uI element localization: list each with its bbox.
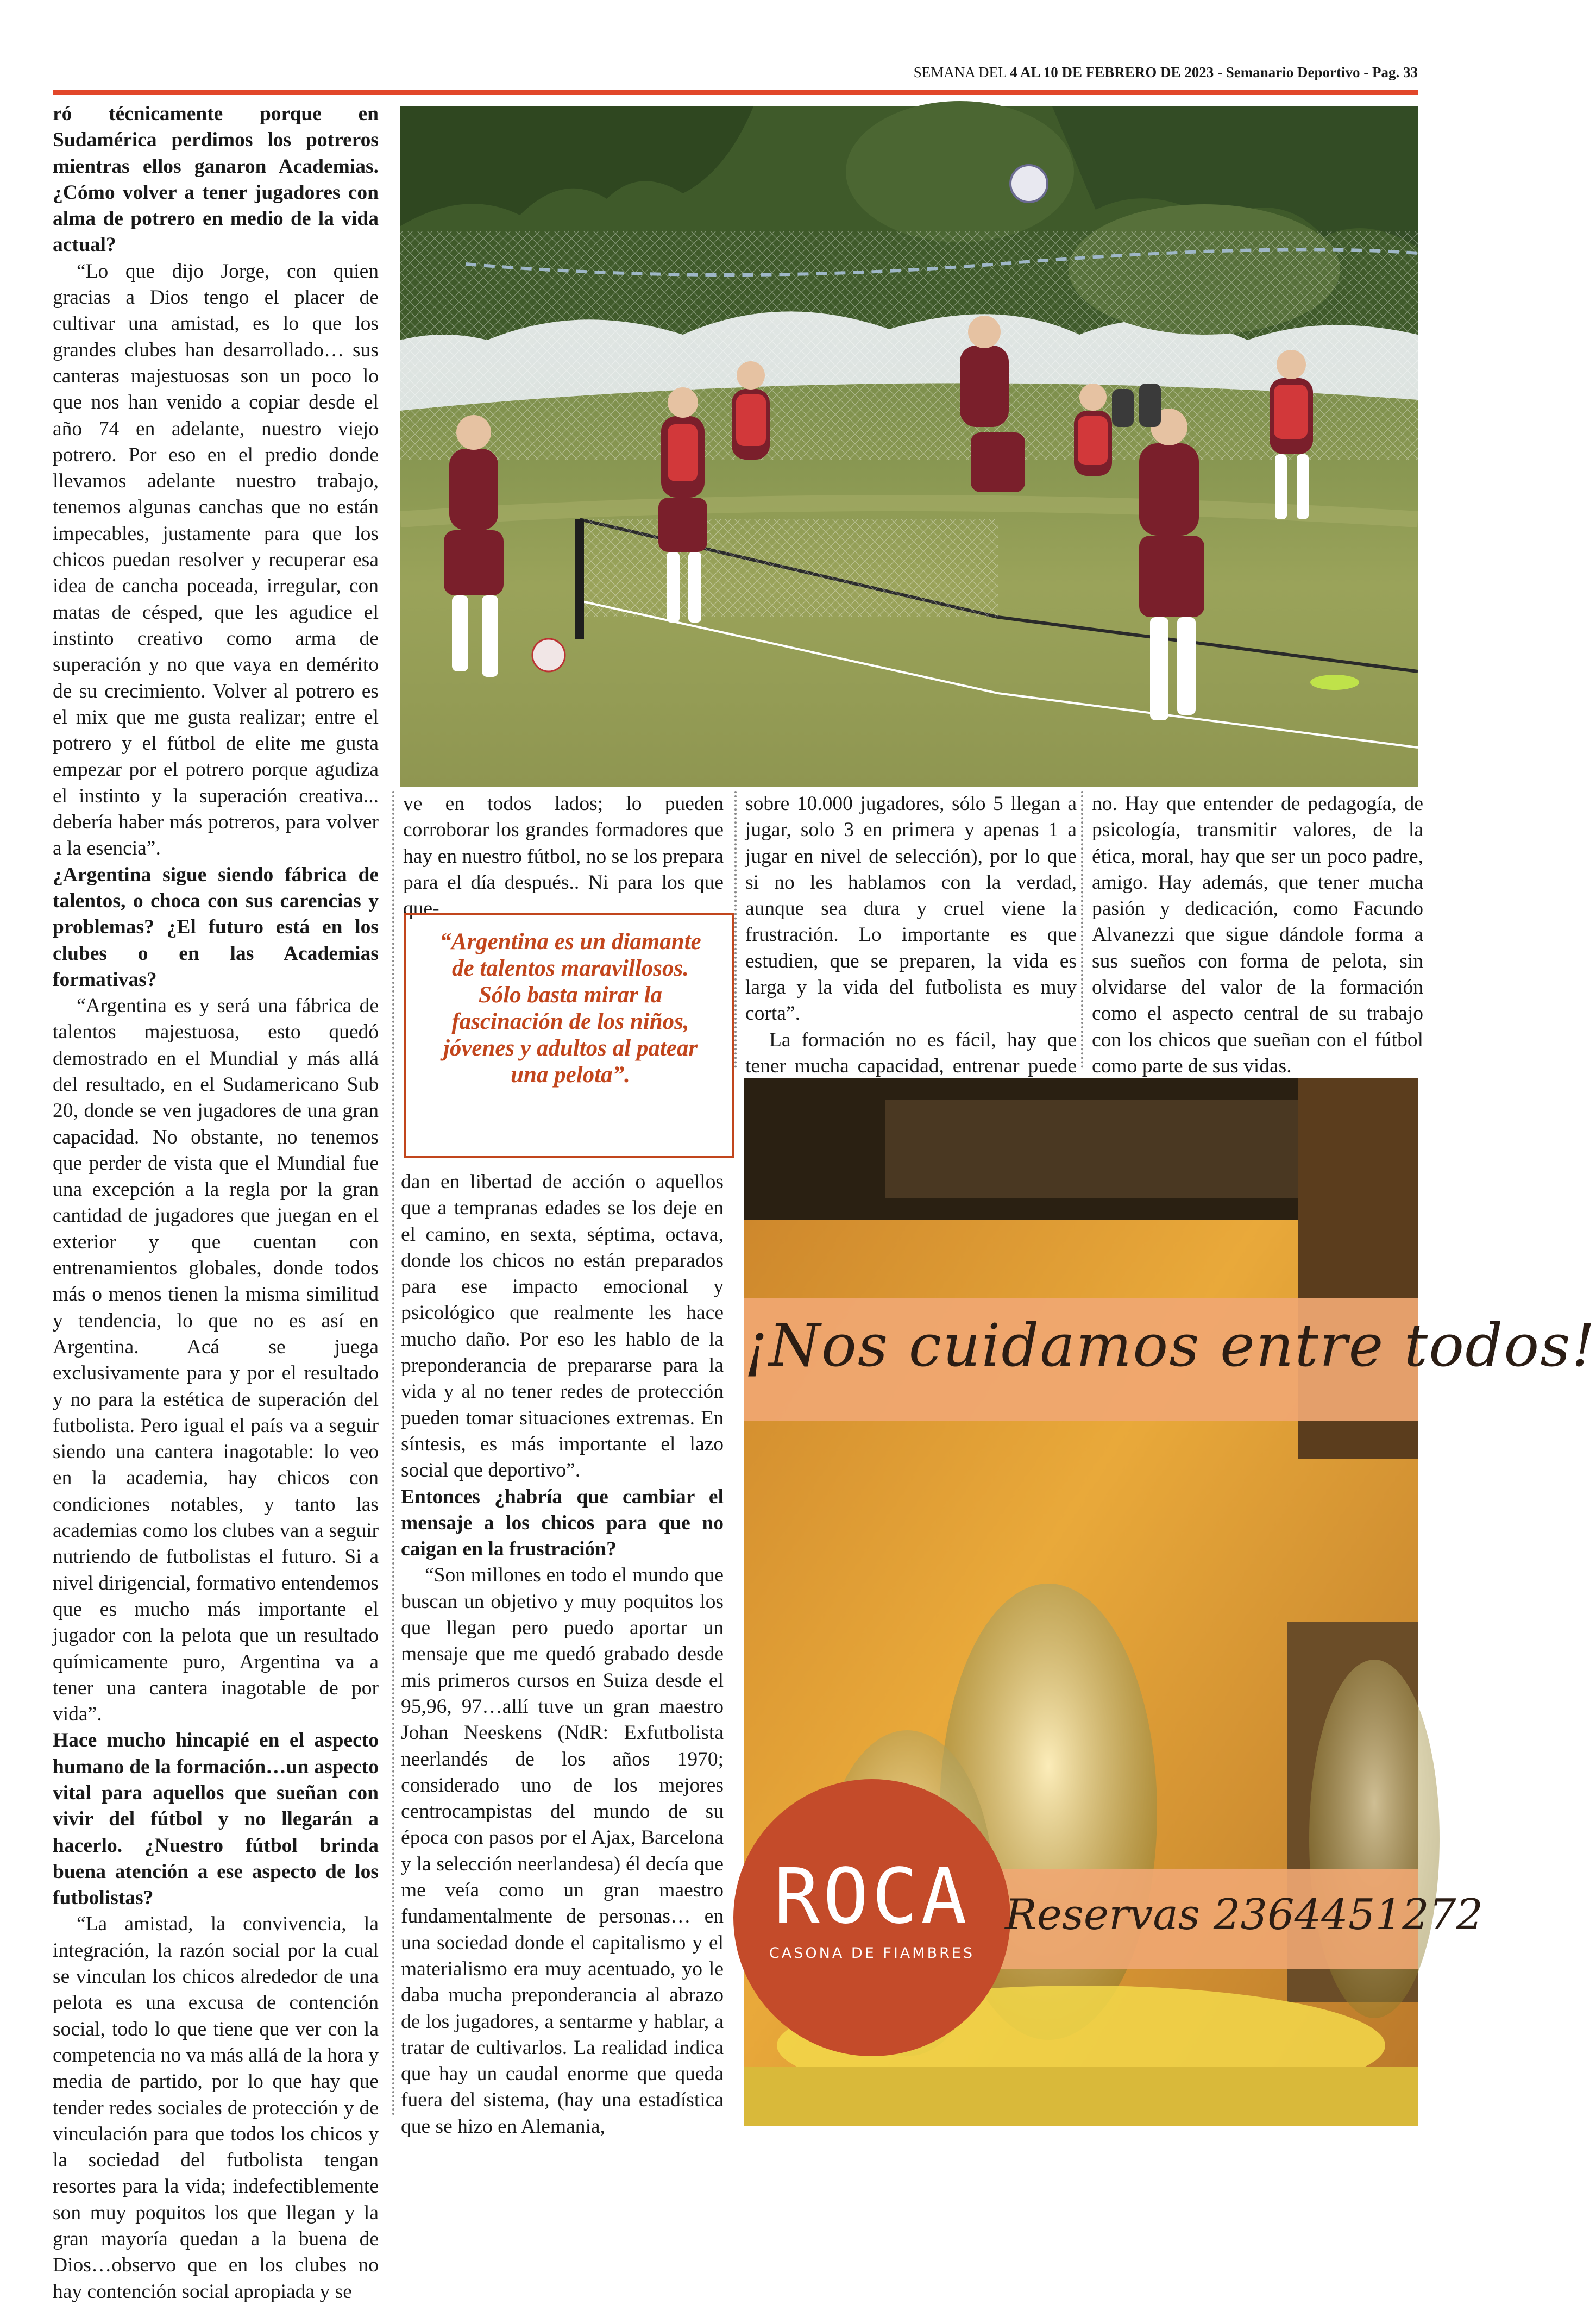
pull-quote: “Argentina es un diamante de talentos maravillosos. Sólo basta mirar la fascinación de los niños, jóvenes y adultos al patear una pelota”.: [439, 929, 701, 1088]
roca-logo-tagline: CASONA DE FIAMBRES: [769, 1945, 975, 1962]
article-paragraph: no. Hay que entender de pedagogía, de psicología, transmitir valores, de la ética, moral, hay que ser un poco padre, amigo. Hay además, que tener mucha pasión y dedicación, como Facundo Alvanezzi que sigue dándole forma a sus sueños con forma de pelota, sin olvidarse del valor de la formación como el aspecto central de su trabajo con los chicos que sueñan con el fútbol como parte de sus vidas.: [1092, 793, 1423, 1077]
header-page-number: Pag. 33: [1372, 64, 1418, 80]
column-3: [734, 791, 1077, 1077]
header-rule: [53, 90, 1418, 95]
article-paragraph: “La amistad, la convivencia, la integración, la razón social por la cual se vinculan los chicos alrededor de una pelota es una excusa de contención social, todo lo que tiene que ver con la competencia no va más allá de la hora y media de partido, por lo que hay que tender redes sociales de protección y de vinculación para que todos los chicos y la sociedad del futbolista tengan resortes para la vida; indefectiblemente son muy poquitos los que llegan y la gran mayoría quedan a la buena de Dios…observo que en los clubes no hay contención social apropiada y se: [53, 1913, 379, 2303]
column-2-bottom: [401, 1169, 724, 2140]
header-dates: 4 AL 10 DE FEBRERO DE 2023: [1010, 64, 1214, 80]
interview-question: ¿Argentina sigue siendo fábrica de talentos, o choca con sus carencias y problemas? ¿El futuro está en los clubes o en las Academias formativas?: [53, 863, 379, 991]
article-paragraph: “Son millones en todo el mundo que buscan un objetivo y muy poquitos los que llegan pero puedo aportar un mensaje que me quedó grabado desde mis primeros cursos en Suiza desde el 95,96, 97…allí tuve un gran maestro Johan Neeskens (NdR: Exfutbolista neerlandés de los años 1970; considerado uno de los mejores centrocampistas del mundo de su época con pasos por el Ajax, Barcelona y la selección neerlandesa) él decía que me veía como un gran maestro fundamentalmente de personas… en una sociedad donde el capitalismo y el materialismo era muy acentuado, yo le daba mucha preponderancia al abrazo de los jugadores, a sentarme y hablar, a tratar de cultivarlos. La realidad indica que hay un caudal enorme que queda fuera del sistema, (hay una estadística que se hizo en Alemania,: [401, 1564, 724, 2138]
header-separator: -: [1217, 64, 1223, 80]
page-header: [902, 64, 1418, 86]
reservations-phone: Reservas 2364451272: [1005, 1891, 1484, 1939]
header-separator-2: -: [1363, 64, 1369, 80]
football-training-photo: [400, 106, 1418, 787]
roca-advertisement: [744, 1078, 1596, 2126]
interview-question: ró técnicamente porque en Sudamérica perdimos los potreros mientras ellos ganaron Academias. ¿Cómo volver a tener jugadores con alma de potrero en medio de la vida actual?: [53, 103, 379, 256]
ad-headline: ¡Nos cuidamos entre todos!: [744, 1312, 1596, 1380]
article-paragraph: ve en todos lados; lo pueden corroborar los grandes formadores que hay en nuestro fútbol, no se los prepara para el día después.. Ni para los que que-: [403, 793, 724, 920]
header-publication: Semanario Deportivo: [1226, 64, 1360, 80]
column-1: [53, 101, 379, 2305]
article-paragraph: La formación no es fácil, hay que tener mucha capacidad, entrenar puede: [745, 1028, 1077, 1077]
interview-question: Hace mucho hincapié en el aspecto humano de la formación…un aspecto vital para aquellos que sueñan con vivir del fútbol y no llegarán a hacerlo. ¿Nuestro fútbol brinda buena atención a ese aspecto de los futbolistas?: [53, 1729, 379, 1910]
article-paragraph: “Argentina es y será una fábrica de talentos majestuosa, esto quedó demostrado en el Mundial y más allá del resultado, en el Sudamericano Sub 20, donde se ven jugadores de una gran capacidad. No obstante, no tenemos que perder de vista que el Mundial fue una excepción a la regla por la gran cantidad de jugadores que juegan en el exterior y que cuentan con entrenamientos globales, donde todos más o menos tienen la misma similitud y tendencia, lo que no es así en Argentina. Acá se juega exclusivamente para y por el resultado y no para la estética de superación del futbolista. Pero igual el país va a seguir siendo una cantera inagotable: lo veo en la academia, hay chicos con condiciones notables, y tanto las academias como los clubes van a seguir nutriendo de futbolistas el futuro. Si a nivel dirigencial, formativo entendemos que es mucho más importante el jugador con la pelota que un resultado químicamente puro, Argentina va a tener una cantera inagotable de por vida”.: [53, 995, 379, 1726]
article-paragraph: “Lo que dijo Jorge, con quien gracias a Dios tengo el placer de cultivar una amistad, es lo que los grandes clubes han desarrollado… sus canteras majestuosas son un poco lo que nos han venido a copiar desde el año 74 en adelante, nuestro viejo potrero. Por eso en el predio donde llevamos adelante nuestro trabajo, tenemos algunas canchas que no están impecables, justamente para que los chicos puedan resolver y recuperar esa idea de cancha poceada, irregular, con matas de césped, que les agudice el instinto creativo como arma de superación y no que vaya en demérito de su crecimiento. Volver al potrero es el mix que me gusta realizar; entre el potrero y el fútbol de elite me gusta empezar por el potrero porque agudiza el instinto y la superación creativa... debería haber más potreros, para volver a la esencia”.: [53, 260, 379, 860]
column-4: [1081, 791, 1423, 1077]
article-paragraph: dan en libertad de acción o aquellos que a tempranas edades se los deje en el camino, en sexta, séptima, octava, donde los chicos no están preparados para ese impacto emocional y psicológico que realmente les hace mucho daño. Por eso les hablo de la preponderancia de prepararse para la vida y al no tener redes de protección pueden tomar situaciones extremas. En síntesis, es más importante el lazo social que deportivo”.: [401, 1171, 724, 1482]
roca-logo-name: ROCA: [774, 1852, 970, 1941]
interview-question: Entonces ¿habría que cambiar el mensaje a los chicos para que no caigan en la frustración?: [401, 1485, 724, 1561]
article-paragraph: sobre 10.000 jugadores, sólo 5 llegan a jugar, solo 3 en primera y apenas 1 a jugar en nivel de selección), por lo que si no les hablamos con la verdad, aunque sea dura y cruel viene la frustración. Lo importante es que estudien, que se preparen, la vida es larga y la vida del futbolista es muy corta”.: [745, 793, 1077, 1025]
roca-logo: [755, 1801, 989, 2034]
header-week: SEMANA DEL: [913, 64, 1007, 80]
